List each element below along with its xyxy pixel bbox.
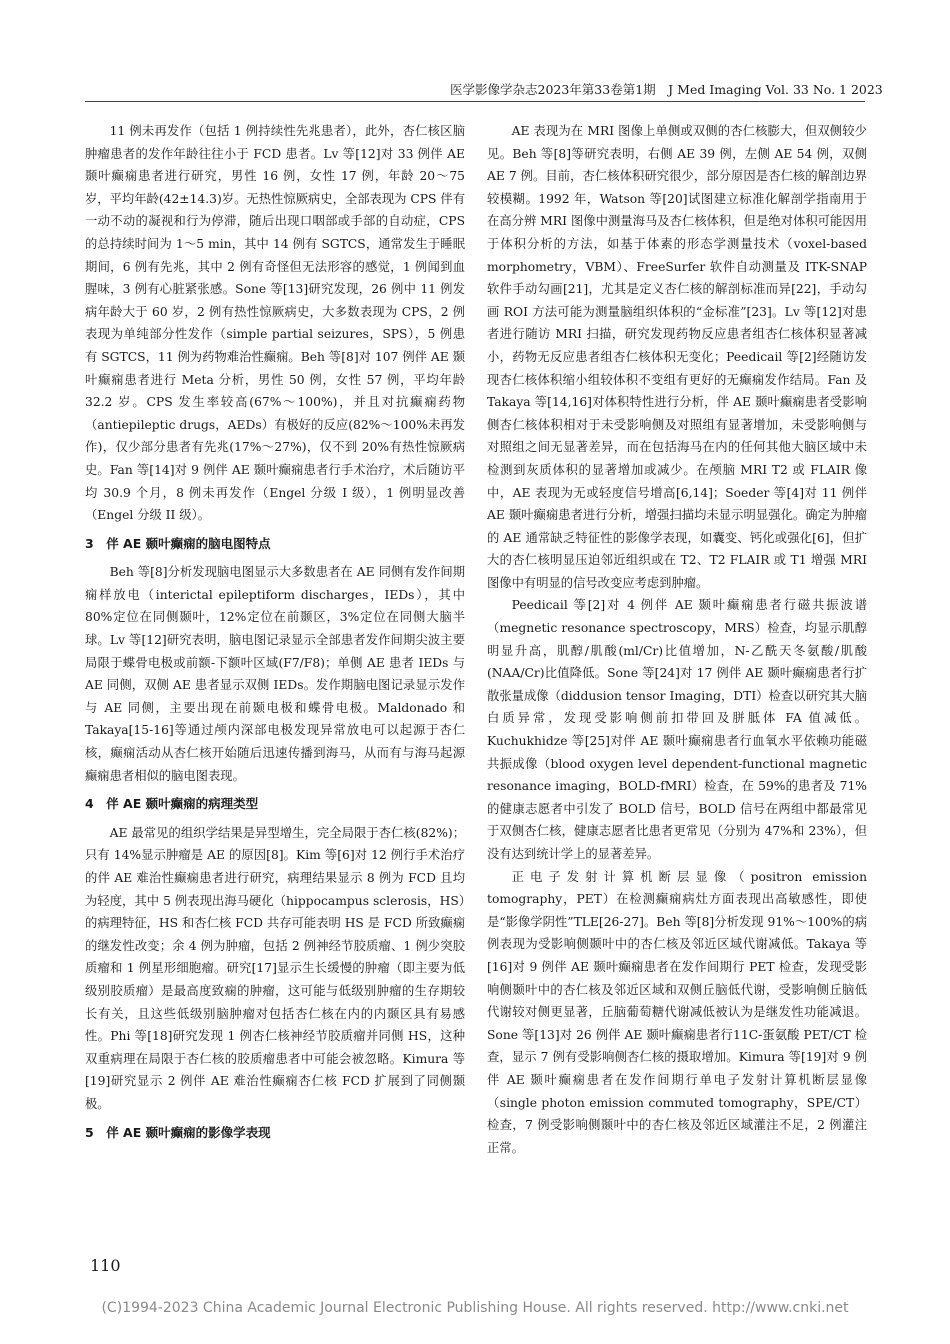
paragraph-pathology: AE 最常见的组织学结果是异型增生，完全局限于杏仁核(82%)；只有 14%显示肿瘤是 AE 的原因[8]。Kim 等[6]对 12 例行手术治疗的伴 AE 难治性癫痫患者进行研究，病理结果显示 8 例为 FCD 且均为轻度，其中 5 例表现出海马硬化（hippocampus sclerosis，HS）的病理特征，HS 和杏仁核 FCD 共存可能表明 HS 是 FCD 所致癫痫的继发性改变；余 4 例为肿瘤，包括 2 例神经节胶质瘤、1 例少突胶质瘤和 1 例星形细胞瘤。研究[17]显示生长缓慢的肿瘤（即主要为低级别胶质瘤）是最高度致痫的肿瘤，这可能与低级别肿瘤的生存期较长有关，且这些低级别脑肿瘤对包括杏仁核在内的内颞区具有易感性。Phi 等[18]研究发现 1 例杏仁核神经节胶质瘤并同侧 HS，这种双重病理在局限于杏仁核的胶质瘤患者中可能会被忽略。Kimura 等[19]研究显示 2 例伴 AE 难治性癫痫杏仁核 FCD 扩展到了同侧颞极。 [85, 825, 465, 1111]
paragraph-pet: 正电子发射计算机断层显像（positron emission tomography，PET）在检测癫痫病灶方面表现出高敏感性，即使是“影像学阴性”TLE[26-27]。Beh 等[8]分析发现 91%～100%的病例表现为受影响侧颞叶中的杏仁核及邻近区域代谢减低。Takaya 等[16]对 9 例伴 AE 颞叶癫痫患者在发作间期行 PET 检查，发现受影响侧颞叶中的杏仁核及邻近区域和双侧丘脑低代谢，受影响侧丘脑低代谢较对侧更显著，丘脑葡萄糖代谢减低被认为是继发性功能减退。Sone 等[13]对 26 例伴 AE 颞叶癫痫患者行11C-蛋氨酸 PET/CT 检查，显示 7 例有受影响侧杏仁核的摄取增加。Kimura 等[19]对 9 例伴 AE 颞叶癫痫患者在发作间期行单电子发射计算机断层显像（single photon emission commuted tomography，SPE/CT）检查，7 例受影响侧颞叶中的杏仁核及邻近区域灌注不足，2 例灌注正常。 [487, 869, 867, 1155]
running-header: 医学影像学杂志2023年第33卷第1期 J Med Imaging Vol. 33 No. 1 2023 [450, 82, 883, 97]
section-heading-pathology: 4 伴 AE 颞叶癫痫的病理类型 [85, 796, 259, 812]
section-heading-imaging: 5 伴 AE 颞叶癫痫的影像学表现 [85, 1124, 271, 1140]
header-rule [85, 101, 865, 102]
paragraph-seizure-features: 11 例未再发作（包括 1 例持续性先兆患者），此外，杏仁核区脑肿瘤患者的发作年龄往往小于 FCD 患者。Lv 等[12]对 33 例伴 AE 颞叶癫痫患者进行研究，男性 16 例，女性 17 例，年龄 20～75 岁，平均年龄(42±14.3)岁。无热性惊厥病史，全部表现为 CPS 伴有一动不动的凝视和行为停滞，随后出现口咽部或手部的自动症，CPS 的总持续时间为 1～5 min，其中 14 例有 SGTCS，通常发生于睡眠期间，6 例有先兆，其中 2 例有奇怪但无法形容的感觉，1 例闻到血腥味，3 例有心脏紧张感。Sone 等[13]研究发现，26 例中 11 例发病年龄大于 60 岁，2 例有热性惊厥病史，大多数表现为 CPS，2 例表现为单纯部分性发作（simple partial seizures，SPS），5 例患有 SGTCS，11 例为药物难治性癫痫。Beh 等[8]对 107 例伴 AE 颞叶癫痫患者进行 Meta 分析，男性 50 例，女性 57 例，平均年龄 32.2 岁。CPS 发生率较高(67%～100%)，并且对抗癫痫药物（antiepileptic drugs，AEDs）有极好的反应(82%～100%未再发作)，仅少部分患者有先兆(17%～27%)，仅不到 20%有热性惊厥病史。Fan 等[14]对 9 例伴 AE 颞叶癫痫患者行手术治疗，术后随访平均 30.9 个月，8 例未再发作（Engel 分级 I 级），1 例明显改善（Engel 分级 II 级）。 [85, 124, 465, 523]
paragraph-eeg: Beh 等[8]分析发现脑电图显示大多数患者在 AE 同侧有发作间期痫样放电（interictal epileptiform discharges，IEDs），其中 80%定位在同侧颞叶，12%定位在前颞区，3%定位在同侧大脑半球。Lv 等[12]研究表明，脑电图记录显示全部患者发作间期尖波主要局限于蝶骨电极或前额-下额叶区域(F7/F8)；单侧 AE 患者 IEDs 与 AE 同侧，双侧 AE 患者显示双侧 IEDs。发作期脑电图记录显示发作与 AE 同侧，主要出现在前颞电极和蝶骨电极。Maldonado 和 Takaya[15-16]等通过颅内深部电极发现异常放电可以起源于杏仁核，癫痫活动从杏仁核开始随后迅速传播到海马，从而有与海马起源癫痫患者相似的脑电图表现。 [85, 565, 465, 783]
left-column [85, 120, 465, 1150]
copyright-footer: (C)1994-2023 China Academic Journal Electronic Publishing House. All rights reserved. http://www.cnki.net [101, 1300, 849, 1316]
paragraph-mrs-dti: Peedicail 等[2]对 4 例伴 AE 颞叶癫痫患者行磁共振波谱（megnetic resonance spectroscopy，MRS）检查，均显示肌醇明显升高，肌醇/肌酸(ml/Cr)比值增加，N-乙酰天冬氨酸/肌酸(NAA/Cr)比值降低。Sone 等[24]对 17 例伴 AE 颞叶癫痫患者行扩散张量成像（diddusion tensor Imaging，DTI）检查以研究其大脑白质异常，发现受影响侧前扣带回及胼胝体 FA 值减低。Kuchukhidze 等[25]对伴 AE 颞叶癫痫患者行血氧水平依赖功能磁共振成像（blood oxygen level dependent-functional magnetic resonance imaging，BOLD-fMRI）检查，在 59%的患者及 71%的健康志愿者中引发了 BOLD 信号，BOLD 信号在两组中都最常见于双侧杏仁核，健康志愿者比患者更常见（分别为 47%和 23%），但没有达到统计学上的显著差异。 [487, 598, 867, 861]
page-number: 110 [90, 1256, 121, 1275]
right-column [487, 120, 867, 1159]
section-heading-eeg: 3 伴 AE 颞叶癫痫的脑电图特点 [85, 535, 271, 551]
paragraph-mri: AE 表现为在 MRI 图像上单侧或双侧的杏仁核膨大，但双侧较少见。Beh 等[8]等研究表明，右侧 AE 39 例，左侧 AE 54 例，双侧 AE 7 例。目前，杏仁核体积研究很少，部分原因是杏仁核的解剖边界较模糊。1992 年，Watson 等[20]试图建立标准化解剖学指南用于在高分辨 MRI 图像中测量海马及杏仁核体积，但是绝对体积可能因用于体积分析的方法，如基于体素的形态学测量技术（voxel-based morphometry，VBM）、FreeSurfer 软件自动测量及 ITK-SNAP 软件手动勾画[21]，尤其是定义杏仁核的解剖标准而异[22]，手动勾画 ROI 方法可能为测量脑组织体积的“金标准”[23]。Lv 等[12]对患者进行随访 MRI 扫描，研究发现药物反应患者组杏仁核体积显著减小，药物无反应患者组杏仁核体积无变化；Peedicail 等[2]经随访发现杏仁核体积缩小组较体积不变组有更好的无癫痫发作结局。Fan 及 Takaya 等[14,16]对体积特性进行分析，伴 AE 颞叶癫痫患者受影响侧杏仁核体积相对于未受影响侧及对照组有显著增加，未受影响侧与对照组之间无显著差异，而在包括海马在内的任何其他大脑区域中未检测到灰质体积的显著增加或减少。在颅脑 MRI T2 或 FLAIR 像中，AE 表现为无或轻度信号增高[6,14]；Soeder 等[4]对 11 例伴 AE 颞叶癫痫患者进行分析，增强扫描均未显示明显强化。确定为肿瘤的 AE 通常缺乏特征性的影像学表现，如囊变、钙化或强化[6]，但扩大的杏仁核明显压迫邻近组织或在 T2、T2 FLAIR 或 T1 增强 MRI 图像中有明显的信号改变应考虑到肿瘤。 [487, 124, 867, 590]
